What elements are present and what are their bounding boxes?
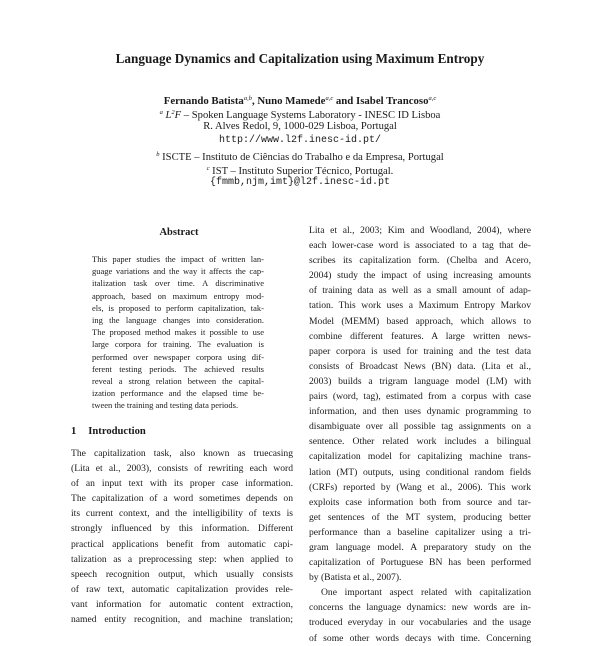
abstract-body [92,253,264,412]
body-line: speech recognition output, which usually consists [71,568,293,580]
body-line: capitalization of Portuguese BN has been performed [309,557,531,569]
abstract-line: large corpora for training. The evaluation is [92,339,264,350]
body-line: Lita et al., 2003; Kim and Woodland, 2004), where [309,225,531,236]
affiliation-a-url[interactable]: http://www.l2f.inesc-id.pt/ [218,135,382,146]
body-line: of an input text with its proper case information. [71,478,293,490]
body-line: each lower-case word is associated to a tag that de- [309,240,531,252]
body-line: talization as a preprocessing step: when applied to [71,553,293,565]
abstract-line: approach, based on maximum entropy mod- [92,290,264,301]
author-trancoso: and Isabel Trancoso [333,95,429,107]
body-line: The capitalization of a word sometimes depends on [71,493,293,505]
body-line: capitalization model for capitalizing machine trans- [309,451,531,463]
abstract-line: ferent testing periods. The achieved results [92,363,264,374]
author-trancoso-affil: a,c [428,95,437,102]
section-number: 1 [71,426,77,437]
body-line: gram language model. A preparatory study on the [309,541,531,553]
body-line: vant information for automatic content extraction, [71,598,293,610]
abstract-line: italization task over time. A discriminative [92,278,264,289]
body-line: exploits case information both from source and tar- [309,496,531,508]
body-line: lation (MT) outputs, using conditional random fields [309,466,531,478]
body-line: 2003) builds a trigram language model (LM) with [309,375,531,387]
body-line: 2004) study the impact of using increasing amounts [309,270,531,282]
affiliation-a-address: R. Alves Redol, 9, 1000-029 Lisboa, Portugal [203,121,397,132]
body-line: One important aspect related with capitalization [321,587,531,599]
body-line: of training data as well as a small amount of adap- [309,285,531,297]
abstract-line: ization performance and the elapsed time be- [92,388,264,399]
affiliation-c-text: IST – Instituto Superior Técnico, Portugal. [209,166,394,177]
author-mamede-affil: a,c [325,95,334,102]
paper-title: Language Dynamics and Capitalization using Maximum Entropy [115,51,485,66]
affiliation-a-mark: a [159,109,163,116]
body-line: pairs (word, tag), estimated from a corpus with case [309,391,531,403]
author-emails[interactable]: {fmmb,njm,imt}@l2f.inesc-id.pt [209,177,391,188]
abstract-heading: Abstract [159,227,199,238]
affiliation-b-mark: b [156,151,160,158]
body-line: practical applications benefit from automatic capi- [71,538,293,550]
body-line: information, and then uses dynamic programming to [309,406,531,418]
affiliation-c-mark: c [206,165,210,172]
body-line: sentence. Other related work includes a bilingual [309,436,531,448]
body-line: (CRFs) reported by (Wang et al., 2006). This work [309,481,531,493]
body-line: get sentences of the MT system, producing better [309,511,531,523]
body-line: Model (MEMM) based approach, which allows to [309,315,531,327]
abstract-line: The proposed method makes it possible to use [92,327,264,338]
body-line: consists of Broadcast News (BN) data. (Lita et al., [309,360,531,372]
author-mamede: , Nuno Mamede [251,95,326,107]
abstract-line: reveal a strong relation between the capital- [92,376,264,387]
body-line: scribes its capitalization form. (Chelba and Acero, [309,255,531,267]
section-heading-introduction [71,426,146,437]
body-line: troduced everyday in our vocabularies and the usage [309,617,531,629]
body-line: The capitalization task, also known as truecasing [71,448,293,459]
body-line: tation. This work uses a Maximum Entropy Markov [309,300,531,312]
abstract-line: ing the language changes into consideration. [92,315,264,326]
author-batista-affil: a,b [243,95,252,102]
affiliation-b-text: ISCTE – Instituto de Ciências do Trabalho e da Empresa, Portugal [159,152,444,163]
section-title: Introduction [88,426,146,437]
affiliation-a-lab-sup: 2 [171,109,175,116]
body-line: combine different features. A large written news- [309,330,531,342]
body-line: performance than a baseline capitalizer using a tri- [309,526,531,538]
body-line: paper corpora is used for training and the test data [309,345,531,357]
body-line: named entity recognition, and machine translation; [71,614,293,626]
affiliation-a-lab-name-end: F [174,110,182,121]
right-column-body [309,223,531,646]
abstract-line: els, is proposed to perform capitalization, tak- [92,302,264,313]
abstract-line: performed over newspaper corpora using dif- [92,351,264,362]
abstract-line: This paper studies the impact of written lan- [92,254,264,264]
body-line: by (Batista et al., 2007). [309,572,402,584]
affiliation-a-text: – Spoken Language Systems Laboratory - INESC ID Lisboa [181,110,441,121]
body-line: its current context, and the intelligibility of texts is [71,508,293,520]
body-line: strongly influenced by this information. Different [71,523,293,535]
abstract-line: tween the training and testing data periods. [92,400,239,411]
body-line: of raw text, automatic capitalization provides rele- [71,583,293,595]
body-line: concerns the language dynamics: new words are in- [309,602,531,614]
body-line: (Lita et al., 2003), consists of rewriting each word [71,463,293,475]
abstract-line: guage variations and the way it affects the cap- [92,266,264,277]
author-batista: Fernando Batista [163,95,244,107]
affiliation-a-lab-name: L [165,110,172,121]
body-line: of some other words decays with time. Concerning [309,632,531,644]
body-line: disambiguate over all possible tag assignments on a [309,421,531,433]
